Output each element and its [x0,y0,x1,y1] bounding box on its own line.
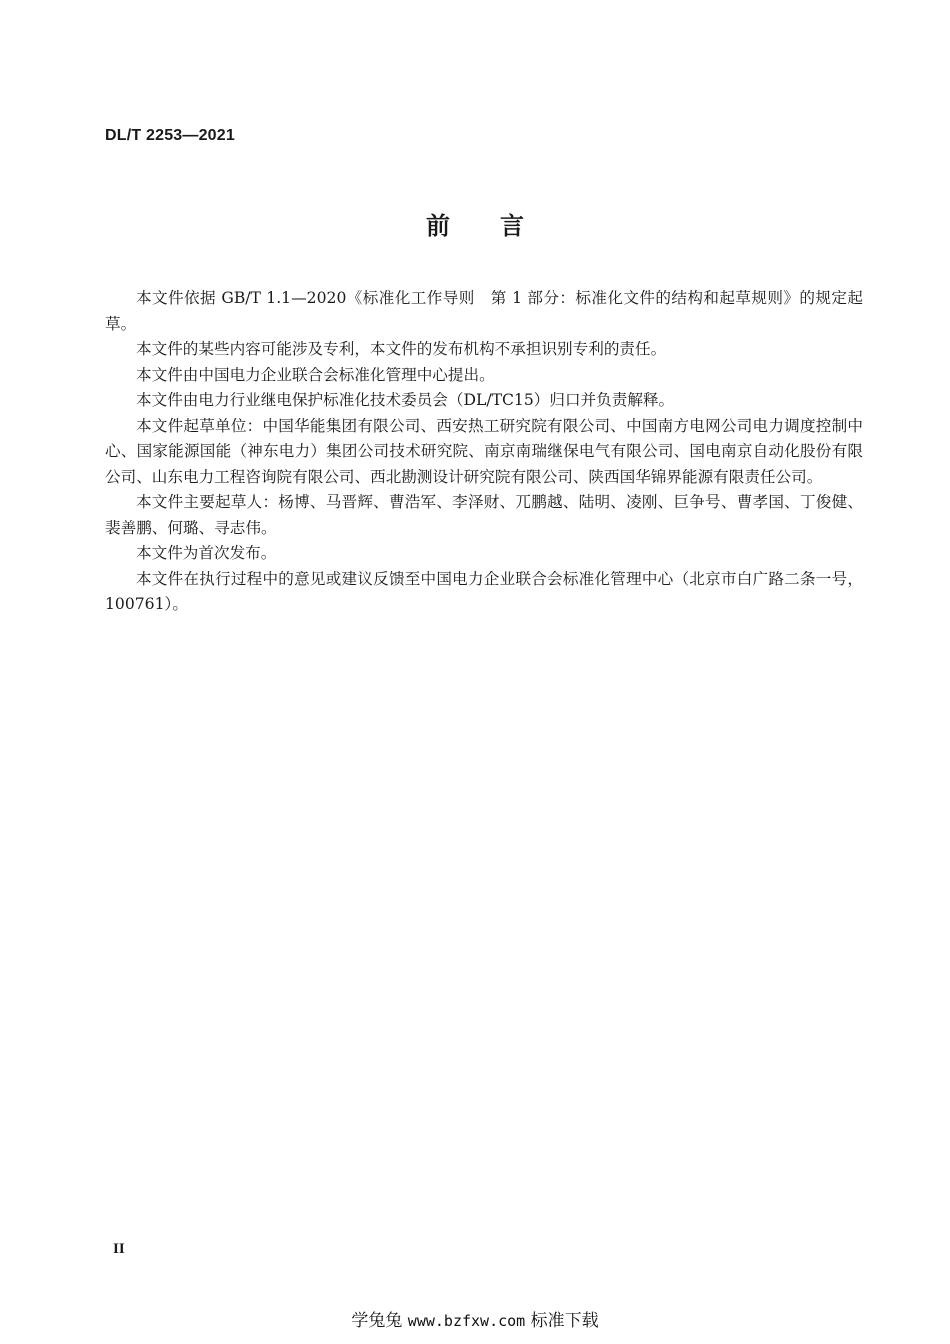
paragraph-drafting-basis: 本文件依据 GB/T 1.1—2020《标准化工作导则 第 1 部分：标准化文件的结构和起草规则》的规定起草。 [105,289,863,333]
paragraph-patent-notice: 本文件的某些内容可能涉及专利，本文件的发布机构不承担识别专利的责任。 [136,340,667,358]
paragraph-drafters: 本文件主要起草人：杨博、马晋辉、曹浩军、李泽财、兀鹏越、陆明、凌刚、巨争号、曹孝国、丁俊健、裴善鹏、何璐、寻志伟。 [105,493,863,537]
watermark-tagline: 标准下载 [530,1311,599,1331]
foreword-body [105,286,863,618]
watermark [0,1306,950,1331]
document-code: DL/T 2253—2021 [105,127,235,144]
paragraph-feedback: 本文件在执行过程中的意见或建议反馈至中国电力企业联合会标准化管理中心（北京市白广路二条一号，100761）。 [105,569,863,613]
watermark-brand: 学兔兔 [351,1311,403,1331]
page-title: 前言 [426,212,574,240]
paragraph-drafting-units: 本文件起草单位：中国华能集团有限公司、西安热工研究院有限公司、中国南方电网公司电力调度控制中心、国家能源国能（神东电力）集团公司技术研究院、南京南瑞继保电气有限公司、国电南京自动化股份有限公司、山东电力工程咨询院有限公司、西北勘测设计研究院有限公司、陕西国华锦界能源有限责任公司。 [105,416,863,486]
watermark-url: www.bzfxw.com [407,1312,526,1330]
paragraph-first-release: 本文件为首次发布。 [136,544,277,562]
paragraph-technical-committee: 本文件由电力行业继电保护标准化技术委员会（DL/TC15）归口并负责解释。 [136,391,675,409]
paragraph-proposer: 本文件由中国电力企业联合会标准化管理中心提出。 [136,365,495,384]
page-number: II [113,1241,125,1257]
